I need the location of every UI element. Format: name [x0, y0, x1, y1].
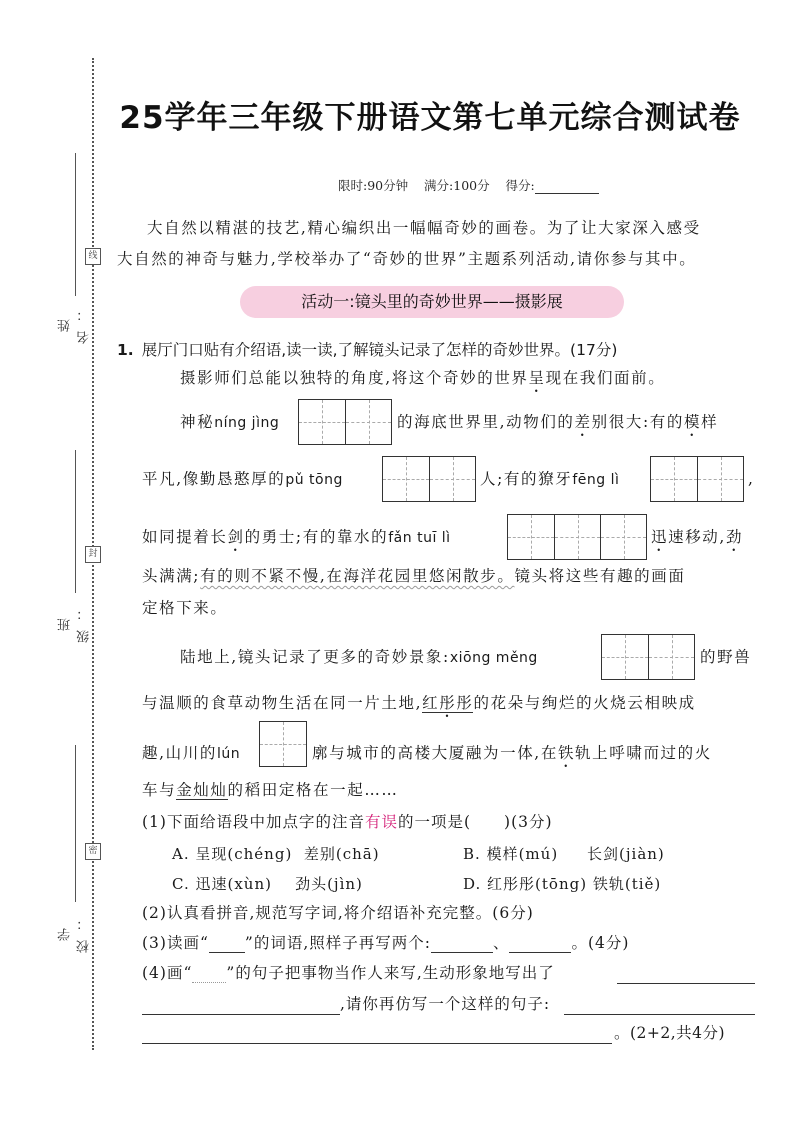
- option-c[interactable]: [172, 873, 363, 894]
- text: 摄影师们总能以独特的角度,将这个奇妙的世界: [180, 369, 529, 387]
- dotted-char: 呈: [528, 369, 546, 387]
- text: (3)读画“: [142, 934, 209, 952]
- dotted-char: 彤: [439, 694, 457, 712]
- exam-meta: [338, 176, 599, 194]
- text: ”的词语,照样子再写两个:: [244, 934, 431, 952]
- option-word-1: 呈现(chéng): [195, 845, 293, 863]
- text: 的稻田定格在一起……: [227, 781, 399, 799]
- option-word-2: 差别(chā): [303, 845, 380, 863]
- text: 与温顺的食草动物生活在同一片土地,: [142, 694, 423, 712]
- passage-line-8: [142, 693, 696, 713]
- question-1-title: [117, 338, 617, 360]
- text: 、: [492, 934, 510, 952]
- answer-line-4a[interactable]: [617, 983, 755, 984]
- passage-line-3b: [480, 469, 619, 490]
- text: 的海底世界里,动物们的: [397, 413, 575, 431]
- question-prompt: 展厅门口贴有介绍语,读一读,了解镜头记录了怎样的奇妙世界。(17分): [141, 341, 618, 359]
- answer-line-4c[interactable]: [564, 1014, 755, 1015]
- text: 彤: [456, 694, 474, 712]
- dotted-char: 劲: [725, 528, 744, 546]
- name-field-label: 姓 名：: [58, 298, 92, 344]
- text: 样: [701, 413, 719, 431]
- text: (4)画“: [142, 964, 193, 982]
- text: 头满满;: [142, 567, 201, 585]
- seal-mark-xian: 线: [85, 248, 101, 265]
- page-title: 25学年三年级下册语文第七单元综合测试卷: [119, 100, 741, 136]
- highlight-text: 有误: [364, 813, 398, 831]
- answer-line-4d[interactable]: [142, 1043, 612, 1044]
- writing-grid-lun[interactable]: [259, 721, 307, 767]
- writing-grid-fengli[interactable]: [650, 456, 744, 502]
- passage-line-5: [142, 566, 685, 586]
- writing-grid-ningjing[interactable]: [298, 399, 392, 445]
- intro-line-2: 大自然的神奇与魅力,学校举办了“奇妙的世界”主题系列活动,请你参与其中。: [117, 250, 697, 268]
- class-field-label: 班 级：: [58, 597, 92, 643]
- full-score: 满分:100分: [424, 178, 490, 193]
- text: 神秘: [180, 413, 215, 431]
- writing-grid-fantuili[interactable]: [507, 514, 647, 560]
- passage-line-6: 定格下来。: [142, 599, 228, 617]
- name-field-line: [75, 153, 76, 296]
- subquestion-4: [142, 963, 555, 983]
- seal-mark-feng: 封: [85, 546, 101, 563]
- underlined-word: [422, 694, 473, 713]
- option-word-2: 劲头(jìn): [295, 875, 363, 893]
- subquestion-2: (2)认真看拼音,规范写字词,将介绍语补充完整。(6分): [142, 904, 534, 922]
- text: 。(4分): [571, 934, 630, 952]
- text: 平凡,像勤恳憨厚的: [142, 470, 286, 488]
- pinyin-fengli: fēng lì: [572, 472, 620, 488]
- option-letter: B.: [463, 845, 481, 863]
- passage-line-7a: [180, 647, 538, 668]
- subquestion-1: [142, 812, 553, 832]
- text: 的一项是( )(3分): [397, 813, 553, 831]
- option-letter: A.: [172, 845, 190, 863]
- passage-line-3a: [142, 469, 343, 490]
- subquestion-3: [142, 933, 629, 953]
- score-blank[interactable]: [535, 181, 599, 194]
- text: 趣,山川的: [142, 744, 217, 762]
- option-word-2: 铁轨(tiě): [592, 875, 662, 893]
- option-word-1: 红彤彤(tōng): [487, 875, 588, 893]
- text: 的花朵与绚烂的火烧云相映成: [473, 694, 696, 712]
- text: 镜头将这些有趣的画面: [514, 567, 686, 585]
- text: ,: [748, 470, 755, 488]
- dotted-char: 铁: [557, 744, 576, 762]
- option-word-2: 长剑(jiàn): [587, 845, 665, 863]
- text: 速移动,: [668, 528, 726, 546]
- passage-line-4a: [142, 527, 451, 548]
- dotted-char: 剑: [227, 528, 245, 546]
- pinyin-putong: pǔ tōng: [285, 472, 343, 488]
- answer-blank-1[interactable]: [431, 936, 493, 953]
- answer-line-4b[interactable]: [142, 1014, 340, 1015]
- dotted-char: 迅: [651, 528, 669, 546]
- class-field-line: [75, 450, 76, 593]
- text: 红: [422, 694, 440, 712]
- time-limit: 限时:90分钟: [338, 178, 409, 193]
- seal-mark-mi: 密: [85, 843, 101, 860]
- passage-line-1: [180, 368, 665, 388]
- text: 现在我们面前。: [545, 369, 666, 387]
- text: 的野兽: [700, 648, 752, 666]
- option-d[interactable]: [463, 873, 661, 894]
- text: 。(2+2,共4分): [614, 1024, 726, 1042]
- text: 人;有的獠牙: [480, 470, 573, 488]
- text: (1)下面给语段中加点字的注音: [142, 813, 365, 831]
- text: 轨上呼啸而过的火: [575, 744, 712, 762]
- school-field-label: 学 校：: [58, 907, 92, 953]
- text: 陆地上,镜头记录了更多的奇妙景象:: [180, 648, 450, 666]
- pinyin-ningjing: níng jìng: [214, 415, 280, 431]
- intro-line-1: 大自然以精湛的技艺,精心编织出一幅幅奇妙的画卷。为了让大家深入感受: [147, 219, 701, 237]
- option-a[interactable]: [172, 843, 380, 864]
- pinyin-xiongmeng: xiōng měng: [449, 650, 538, 666]
- text: 别很大:有的: [591, 413, 684, 431]
- underlined-word: 金灿灿: [176, 781, 228, 799]
- text: 廓与城市的高楼大厦融为一体,在: [312, 744, 558, 762]
- writing-grid-xiongmeng[interactable]: [601, 634, 695, 680]
- writing-grid-putong[interactable]: [382, 456, 476, 502]
- wavy-line-sample: [192, 966, 226, 983]
- passage-line-9a: [142, 743, 240, 764]
- answer-blank-2[interactable]: [509, 936, 571, 953]
- pinyin-fantuili: fǎn tuī lì: [388, 530, 451, 546]
- score-label: 得分:: [505, 178, 535, 193]
- passage-line-2a: [180, 412, 279, 433]
- passage-line-9b: [312, 743, 712, 763]
- option-letter: D.: [463, 875, 482, 893]
- option-word-1: 模样(mú): [486, 845, 559, 863]
- option-letter: C.: [172, 875, 190, 893]
- option-b[interactable]: [463, 843, 665, 864]
- example-underline-sample: [209, 936, 245, 953]
- dotted-char: 差: [574, 413, 592, 431]
- text: ,请你再仿写一个这样的句子:: [340, 995, 551, 1013]
- activity-banner: 活动一:镜头里的奇妙世界——摄影展: [240, 286, 624, 318]
- option-word-1: 迅速(xùn): [195, 875, 272, 893]
- passage-line-10: [142, 780, 399, 800]
- passage-line-4b: [651, 527, 743, 547]
- pinyin-lun: lún: [216, 746, 241, 762]
- text: 车与: [142, 781, 177, 799]
- passage-line-2b: [397, 412, 718, 432]
- text: 如同提着长: [142, 528, 228, 546]
- text: ”的句子把事物当作人来写,生动形象地写出了: [226, 964, 555, 982]
- question-number: 1.: [117, 341, 134, 359]
- dotted-char: 模: [683, 413, 702, 431]
- text: 的勇士;有的靠水的: [244, 528, 389, 546]
- wavy-underlined-sentence: 有的则不紧不慢,在海洋花园里悠闲散步。: [200, 567, 515, 585]
- school-field-line: [75, 745, 76, 902]
